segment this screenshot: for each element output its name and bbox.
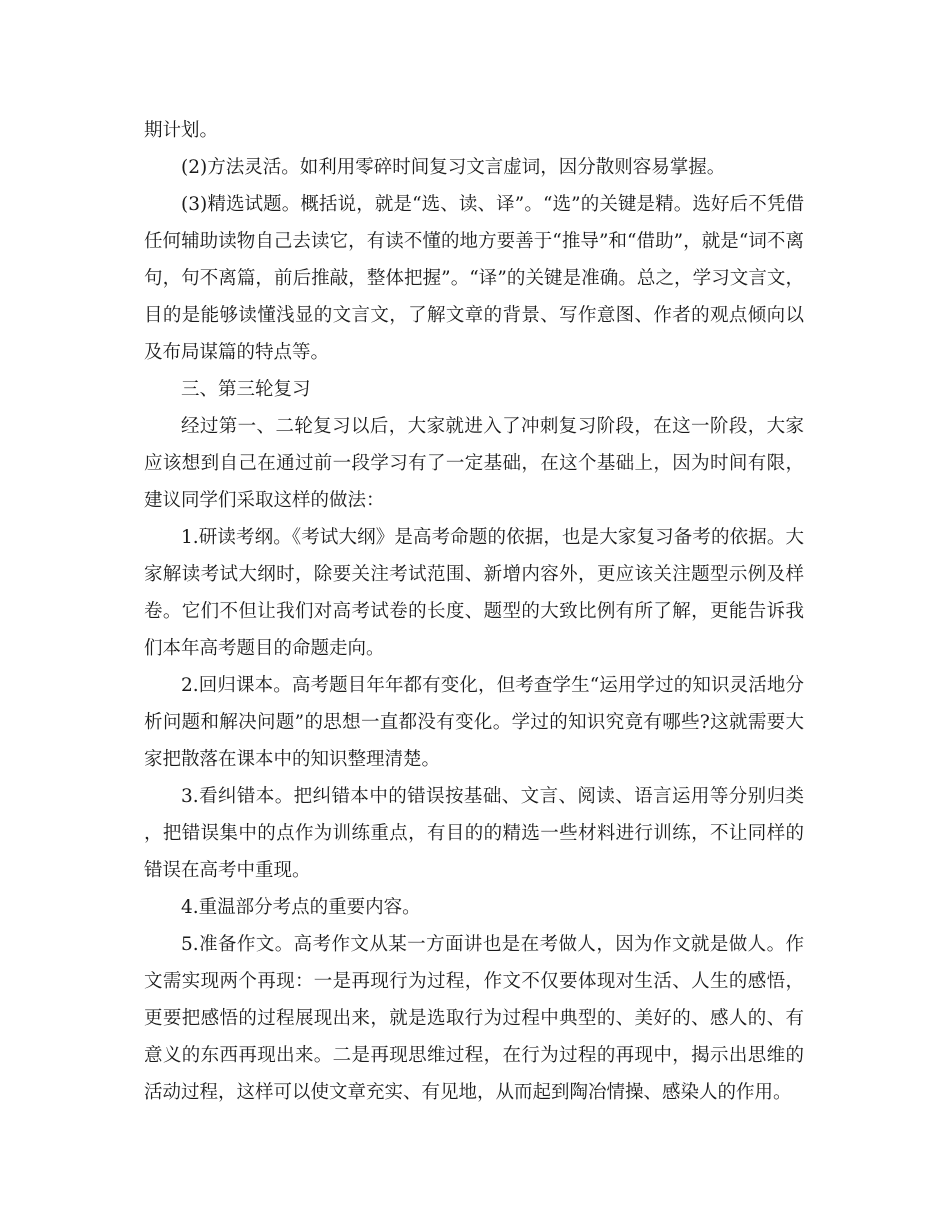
list-item-prepare-essay: 5.准备作文。高考作文从某一方面讲也是在考做人，因为作文就是做人。作文需实现两个再现：一是再现行为过程，作文不仅要体现对生活、人生的感悟，更要把感悟的过程展现出来，就是选取行为过程中典型的、美好的、感人的、有意义的东西再现出来。二是再现思维过程，在行为过程的再现中，揭示出思维的活动过程，这样可以使文章充实、有见地，从而起到陶冶情操、感染人的作用。 xyxy=(144,934,804,1103)
list-item-study-syllabus: 1.研读考纲。《考试大纲》是高考命题的依据，也是大家复习备考的依据。大家解读考试大纲时，除要关注考试范围、新增内容外，更应该关注题型示例及样卷。它们不但让我们对高考试卷的长度、题型的大致比例有所了解，更能告诉我们本年高考题目的命题走向。 xyxy=(144,527,804,659)
list-item-return-textbook: 2.回归课本。高考题目年年都有变化，但考查学生“运用学过的知识灵活地分析问题和解决问题”的思想一直都没有变化。学过的知识究竟有哪些?这就需要大家把散落在课本中的知识整理清楚。 xyxy=(144,675,804,770)
document-body xyxy=(144,112,804,1111)
list-item-error-notebook: 3.看纠错本。把纠错本中的错误按基础、文言、阅读、语言运用等分别归类，把错误集中的点作为训练重点，有目的的精选一些材料进行训练，不让同样的错误在高考中重现。 xyxy=(144,786,804,881)
paragraph-sprint-review: 经过第一、二轮复习以后，大家就进入了冲刺复习阶段，在这一阶段，大家应该想到自己在通过前一段学习有了一定基础，在这个基础上，因为时间有限，建议同学们采取这样的做法： xyxy=(144,416,804,511)
paragraph-method-flexible: (2)方法灵活。如利用零碎时间复习文言虚词，因分散则容易掌握。 xyxy=(181,157,726,178)
section-heading-third-round: 三、第三轮复习 xyxy=(181,379,311,400)
paragraph-select-questions: (3)精选试题。概括说，就是“选、读、译”。“选”的关键是精。选好后不凭借任何辅助读物自己去读它，有读不懂的地方要善于“推导”和“借助”，就是“词不离句，句不离篇，前后推敲，整体把握”。“译”的关键是准确。总之，学习文言文，目的是能够读懂浅显的文言文，了解文章的背景、写作意图、作者的观点倾向以及布局谋篇的特点等。 xyxy=(144,194,804,363)
list-item-review-key-points: 4.重温部分考点的重要内容。 xyxy=(181,897,421,918)
paragraph-continuation: 期计划。 xyxy=(144,120,219,141)
